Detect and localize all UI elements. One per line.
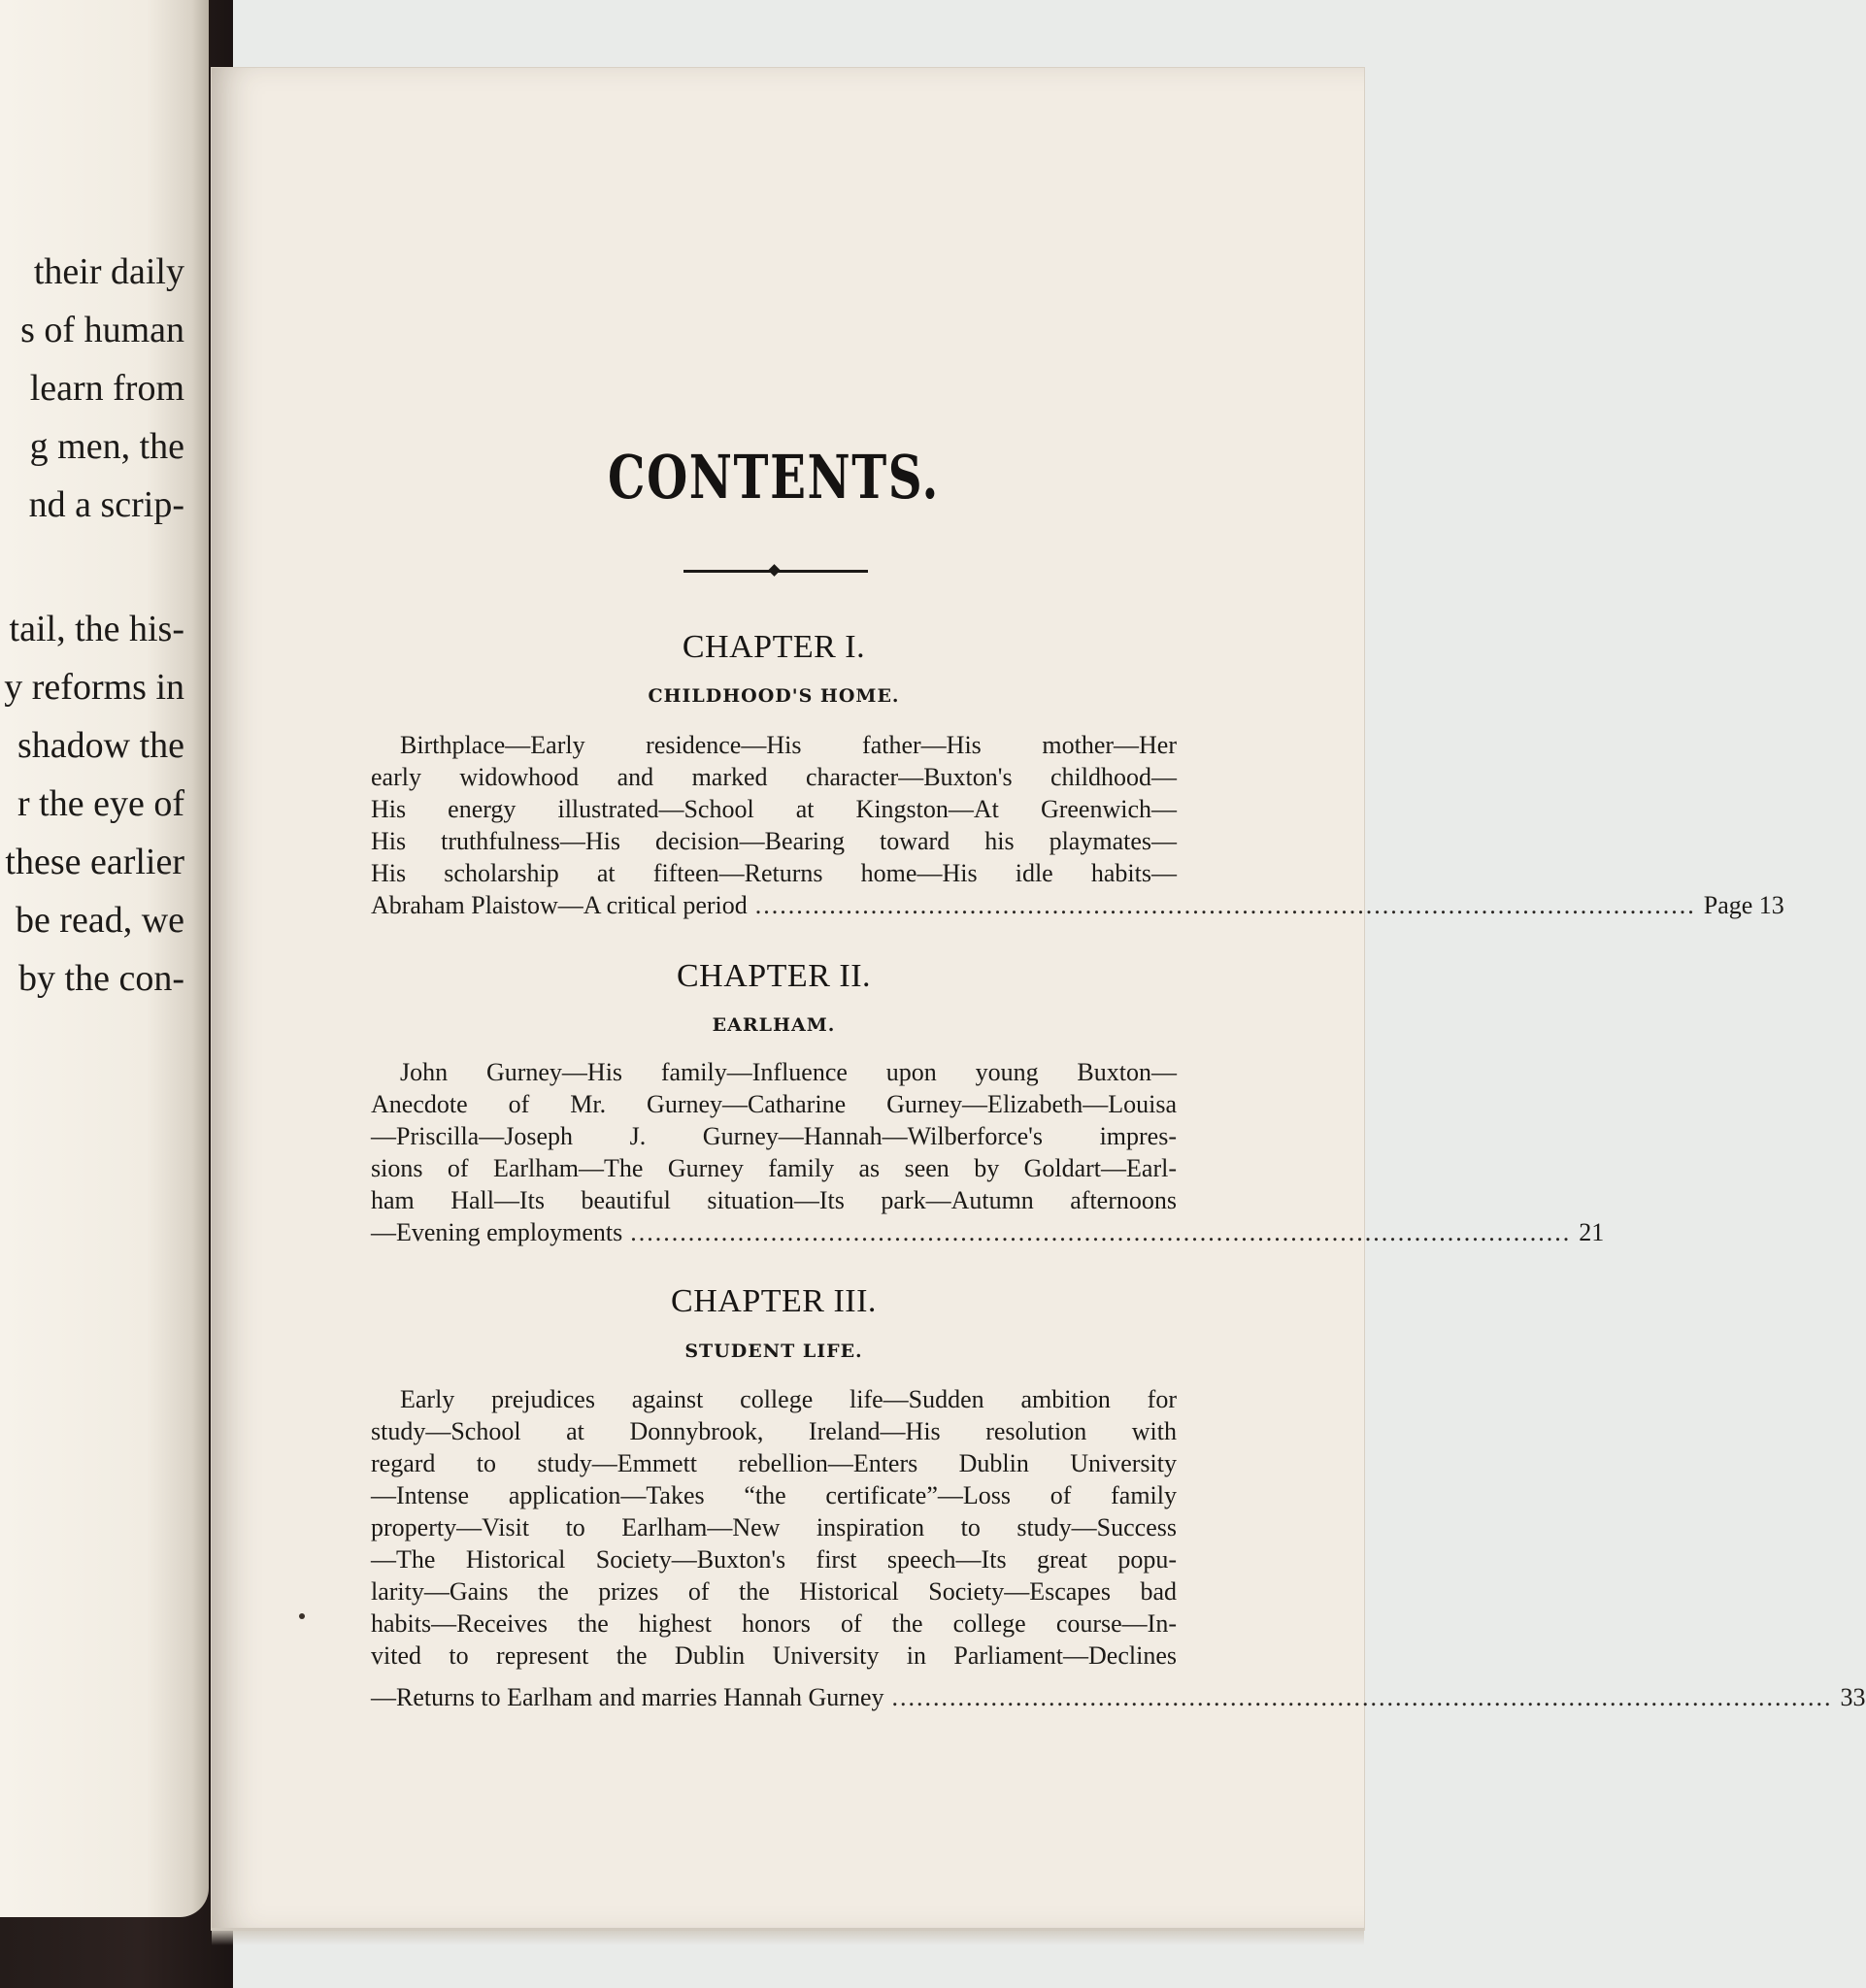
left-page-line: shadow the xyxy=(17,725,184,766)
summary-last-line xyxy=(371,891,1784,920)
summary-line: ham Hall—Its beautiful situation—Its park—Autumn afternoons xyxy=(371,1186,1177,1214)
summary-line: Early prejudices against college life—Sudden ambition for xyxy=(400,1385,1177,1413)
summary-line: habits—Receives the highest honors of the college course—In- xyxy=(371,1609,1177,1638)
dot-leader: .................................................................................................................. xyxy=(754,891,1696,919)
summary-line: larity—Gains the prizes of the Historical Society—Escapes bad xyxy=(371,1577,1177,1606)
summary-line: Birthplace—Early residence—His father—His mother—Her xyxy=(400,731,1177,759)
chapter-subtitle: CHILDHOOD'S HOME. xyxy=(648,685,900,707)
left-page-line: their daily xyxy=(33,251,184,292)
left-page-show-through xyxy=(29,1058,184,1180)
page-number: 21 xyxy=(1579,1218,1605,1246)
summary-line: His scholarship at fifteen—Returns home—His idle habits— xyxy=(371,859,1177,887)
dot-leader: .................................................................................................................. xyxy=(891,1683,1833,1711)
left-page-line: learn from xyxy=(29,368,184,409)
summary-line: property—Visit to Earlham—New inspiration to study—Success xyxy=(371,1513,1177,1541)
summary-last-line xyxy=(371,1218,1605,1247)
left-page-line: y reforms in xyxy=(4,667,184,708)
page-number: Page 13 xyxy=(1703,891,1784,919)
summary-line: early widowhood and marked character—Buxton's childhood— xyxy=(371,763,1177,791)
left-page-line: be read, we xyxy=(15,900,184,941)
page-title: CONTENTS. xyxy=(608,442,940,513)
left-page xyxy=(0,0,209,1917)
left-page-line: tail, the his- xyxy=(9,609,184,649)
paper-spot xyxy=(299,1613,305,1619)
chapter-title: CHAPTER I. xyxy=(682,629,866,665)
summary-line: —Priscilla—Joseph J. Gurney—Hannah—Wilberforce's impres- xyxy=(371,1122,1177,1150)
chapter-title: CHAPTER III. xyxy=(671,1283,877,1319)
left-page-line: by the con- xyxy=(18,958,184,999)
chapter-subtitle: EARLHAM. xyxy=(712,1014,836,1036)
summary-line: His truthfulness—His decision—Bearing toward his playmates— xyxy=(371,827,1177,855)
summary-line: vited to represent the Dublin University in Parliament—Declines xyxy=(371,1641,1177,1670)
reverse-side-show-through xyxy=(330,262,1184,558)
summary-line: His energy illustrated—School at Kingston—At Greenwich— xyxy=(371,795,1177,823)
summary-line-text: Abraham Plaistow—A critical period xyxy=(371,891,748,919)
ornamental-divider xyxy=(683,570,868,573)
left-page-line: nd a scrip- xyxy=(28,484,184,525)
summary-line: sions of Earlham—The Gurney family as seen by Goldart—Earl- xyxy=(371,1154,1177,1182)
summary-last-line xyxy=(371,1683,1866,1712)
summary-line: John Gurney—His family—Influence upon young Buxton— xyxy=(400,1058,1177,1086)
summary-line: —Intense application—Takes “the certificate”—Loss of family xyxy=(371,1481,1177,1509)
summary-line: study—School at Donnybrook, Ireland—His resolution with xyxy=(371,1417,1177,1445)
summary-line: regard to study—Emmett rebellion—Enters Dublin University xyxy=(371,1449,1177,1477)
summary-line-text: —Returns to Earlham and marries Hannah Gurney xyxy=(371,1683,884,1711)
page-edge-shadow xyxy=(212,1928,1364,1945)
left-page-line: r the eye of xyxy=(17,783,184,824)
chapter-subtitle: STUDENT LIFE. xyxy=(684,1341,863,1362)
summary-line: Anecdote of Mr. Gurney—Catharine Gurney—Elizabeth—Louisa xyxy=(371,1090,1177,1118)
chapter-title: CHAPTER II. xyxy=(676,958,872,994)
left-page-line: g men, the xyxy=(29,426,184,467)
left-page-line: s of human xyxy=(20,310,184,350)
page-number: 33 xyxy=(1840,1683,1866,1711)
left-page-line: these earlier xyxy=(5,842,184,882)
dot-leader: .................................................................................................................. xyxy=(630,1218,1572,1246)
summary-line: —The Historical Society—Buxton's first speech—Its great popu- xyxy=(371,1545,1177,1574)
summary-line-text: —Evening employments xyxy=(371,1218,623,1246)
